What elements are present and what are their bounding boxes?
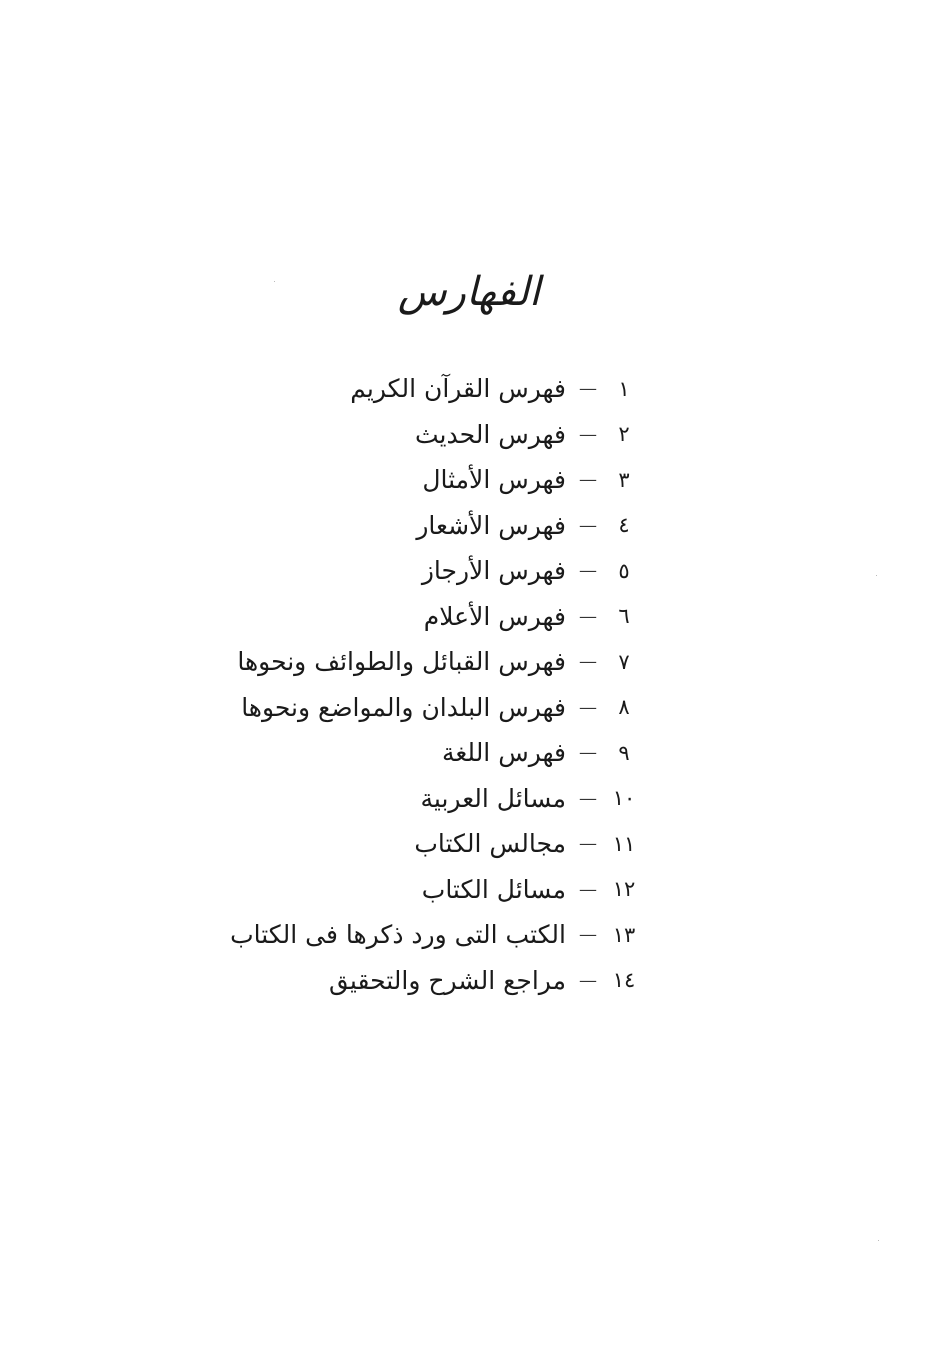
- item-label: مسائل العربية: [420, 783, 566, 813]
- item-dash: —: [579, 423, 597, 445]
- list-item: [230, 548, 638, 594]
- item-dash: —: [579, 969, 597, 991]
- item-number: ٢: [618, 422, 630, 447]
- list-item: [230, 685, 638, 731]
- item-number: ١٣: [612, 922, 636, 947]
- scan-speck: [878, 1240, 879, 1241]
- item-number: ٧: [618, 649, 630, 674]
- item-number: ١١: [612, 831, 636, 856]
- item-label: مجالس الكتاب: [414, 829, 566, 859]
- list-item: [230, 821, 638, 867]
- list-item: [230, 730, 638, 776]
- list-item: [230, 958, 638, 1004]
- list-item: [230, 912, 638, 958]
- item-number: ٤: [618, 513, 630, 538]
- list-item: [230, 366, 638, 412]
- item-label: مراجع الشرح والتحقيق: [329, 965, 566, 995]
- item-dash: —: [579, 924, 597, 946]
- item-label: الكتب التى ورد ذكرها فى الكتاب: [230, 920, 566, 950]
- item-dash: —: [579, 696, 597, 718]
- item-dash: —: [579, 378, 597, 400]
- item-label: فهرس الأرجاز: [421, 556, 566, 586]
- item-dash: —: [579, 742, 597, 764]
- item-dash: —: [579, 605, 597, 627]
- item-label: فهرس اللغة: [441, 738, 566, 768]
- item-dash: —: [579, 514, 597, 536]
- item-dash: —: [579, 787, 597, 809]
- item-label: فهرس الأمثال: [422, 465, 566, 495]
- list-item: [230, 776, 638, 822]
- item-dash: —: [579, 833, 597, 855]
- item-label: فهرس البلدان والمواضع ونحوها: [241, 692, 566, 722]
- list-item: [230, 867, 638, 913]
- item-number: ١: [618, 376, 630, 401]
- list-item: [230, 594, 638, 640]
- list-item: [230, 639, 638, 685]
- item-label: فهرس القبائل والطوائف ونحوها: [237, 647, 566, 677]
- item-label: مسائل الكتاب: [421, 874, 566, 904]
- item-number: ٨: [618, 695, 630, 720]
- item-number: ١٢: [612, 877, 636, 902]
- item-dash: —: [579, 469, 597, 491]
- item-dash: —: [579, 878, 597, 900]
- item-label: فهرس القرآن الكريم: [350, 374, 566, 404]
- item-number: ٩: [618, 740, 630, 765]
- item-dash: —: [579, 560, 597, 582]
- index-list: [230, 366, 638, 1003]
- item-number: ٣: [618, 467, 630, 492]
- list-item: [230, 412, 638, 458]
- item-label: فهرس الأعلام: [423, 601, 566, 631]
- item-number: ٦: [618, 604, 630, 629]
- item-label: فهرس الأشعار: [416, 510, 566, 540]
- scan-speck: [274, 281, 275, 282]
- item-dash: —: [579, 651, 597, 673]
- item-label: فهرس الحديث: [414, 419, 566, 449]
- item-number: ١٠: [612, 786, 636, 811]
- item-number: ١٤: [612, 968, 636, 993]
- scan-speck: [876, 575, 877, 576]
- item-number: ٥: [618, 558, 630, 583]
- list-item: [230, 457, 638, 503]
- list-item: [230, 503, 638, 549]
- page-title: الفهارس: [397, 269, 541, 315]
